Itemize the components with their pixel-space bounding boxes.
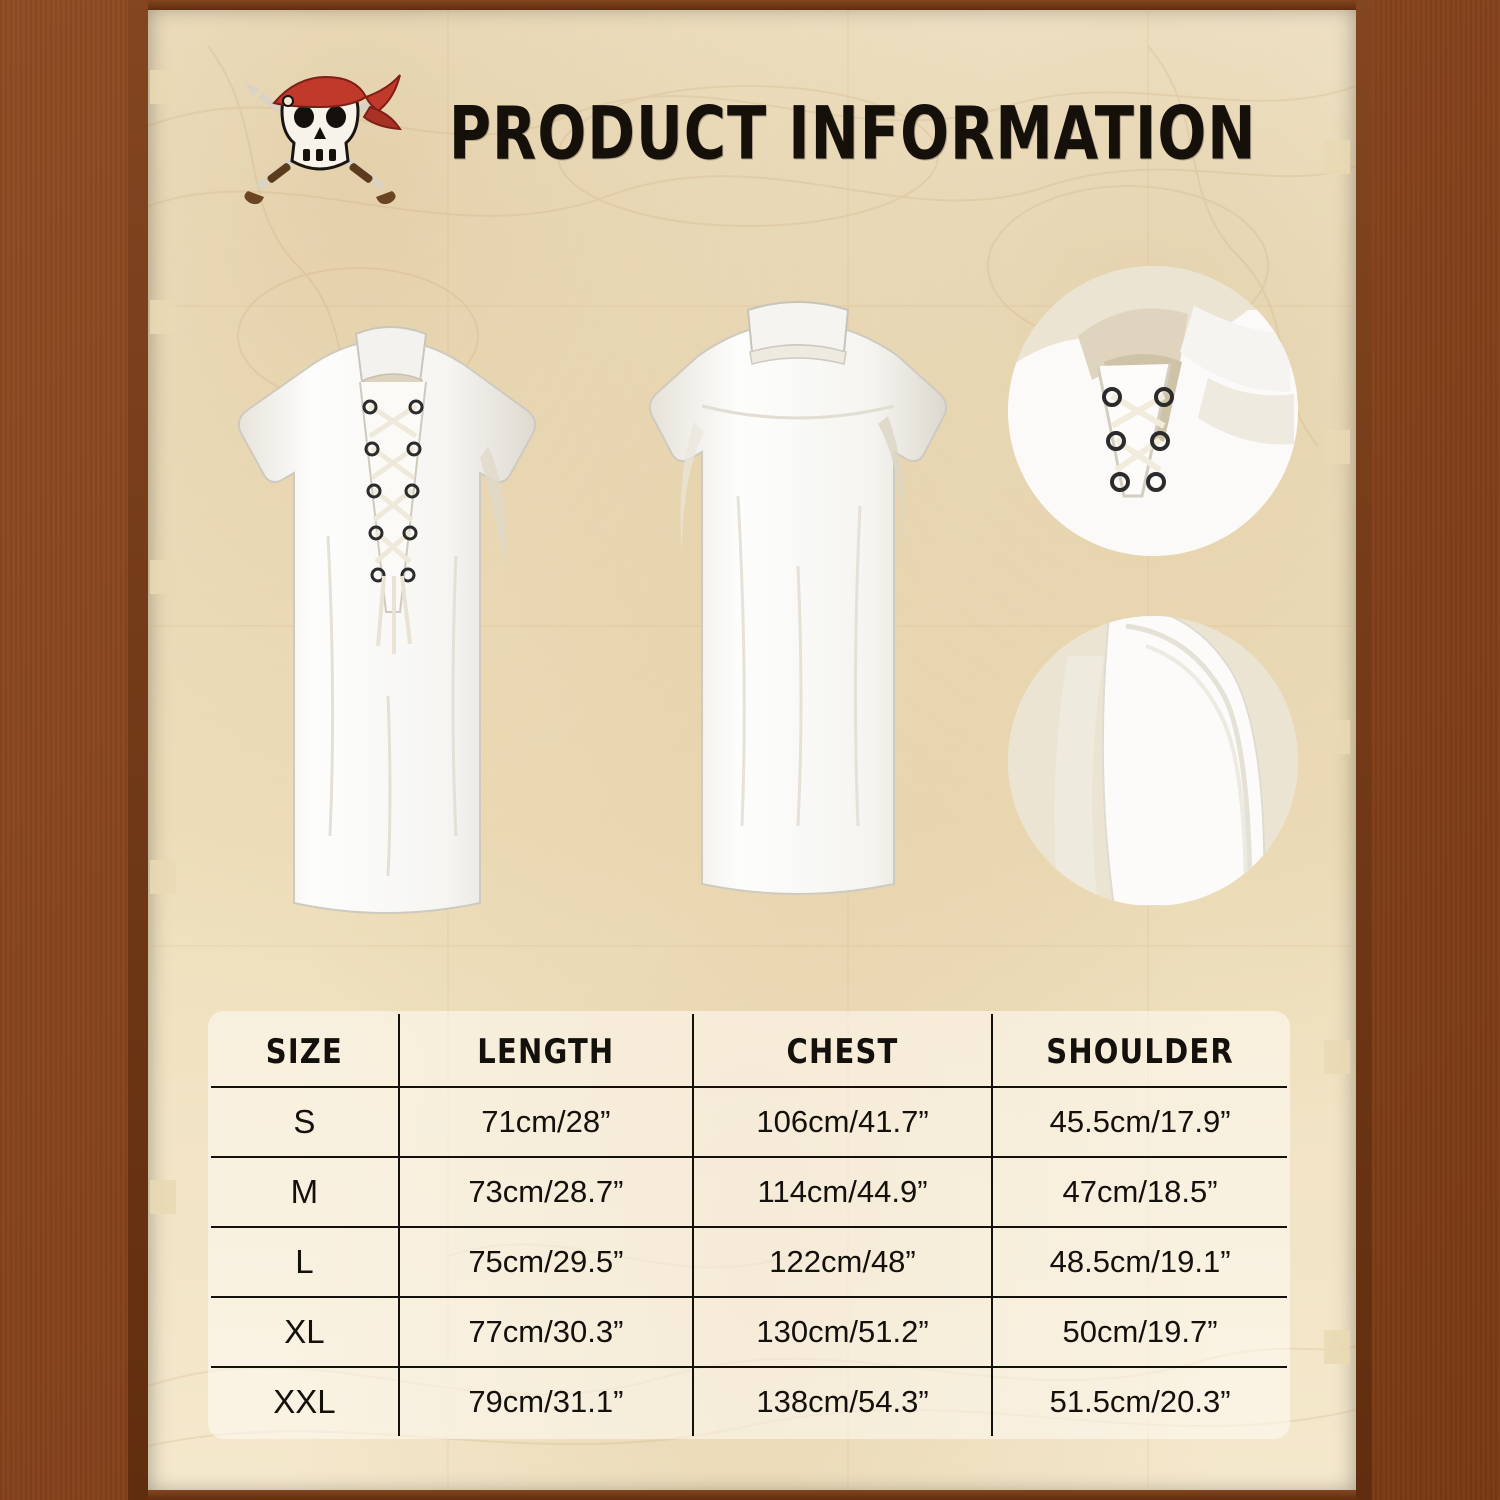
page-title: PRODUCT INFORMATION xyxy=(449,91,1257,177)
cell-size: XL xyxy=(210,1297,399,1367)
frame-notch xyxy=(1324,430,1350,464)
frame-notch xyxy=(150,1180,176,1214)
column-header-size: SIZE xyxy=(210,1011,399,1094)
cell-chest: 122cm/48” xyxy=(693,1227,992,1297)
column-header-chest: CHEST xyxy=(693,1011,992,1094)
table-row xyxy=(210,1227,1289,1297)
cell-length: 75cm/29.5” xyxy=(399,1227,693,1297)
frame-notch xyxy=(1324,720,1350,754)
cell-size: M xyxy=(210,1157,399,1227)
cell-size: S xyxy=(210,1087,399,1157)
table-row xyxy=(210,1367,1289,1438)
size-chart-header xyxy=(210,1013,1289,1088)
table-row xyxy=(210,1297,1289,1367)
cell-shoulder: 50cm/19.7” xyxy=(992,1297,1288,1367)
cell-shoulder: 45.5cm/17.9” xyxy=(992,1087,1288,1157)
cell-chest: 138cm/54.3” xyxy=(693,1367,992,1438)
detail-lace-collar-photo xyxy=(1008,266,1298,556)
cell-shoulder: 51.5cm/20.3” xyxy=(992,1367,1288,1438)
frame-edge-bottom xyxy=(148,1490,1356,1500)
cell-shoulder: 47cm/18.5” xyxy=(992,1157,1288,1227)
front-view-shirt xyxy=(188,276,608,976)
size-chart-table xyxy=(208,1011,1290,1439)
table-row xyxy=(210,1087,1289,1157)
cell-chest: 114cm/44.9” xyxy=(693,1157,992,1227)
frame-notch xyxy=(150,860,176,894)
column-header-length: LENGTH xyxy=(399,1011,693,1094)
size-chart-body xyxy=(210,1087,1289,1438)
cell-length: 73cm/28.7” xyxy=(399,1157,693,1227)
cell-size: XXL xyxy=(210,1367,399,1438)
column-header-shoulder: SHOULDER xyxy=(992,1011,1288,1094)
table-header-row xyxy=(210,1013,1289,1088)
page-header xyxy=(148,54,1356,214)
frame-notch xyxy=(1324,1040,1350,1074)
frame-notch xyxy=(1324,140,1350,174)
cell-length: 71cm/28” xyxy=(399,1087,693,1157)
table-row xyxy=(210,1157,1289,1227)
cell-chest: 130cm/51.2” xyxy=(693,1297,992,1367)
back-view-shirt xyxy=(598,266,998,966)
frame-notch xyxy=(150,70,176,104)
parchment-card xyxy=(148,6,1356,1494)
cell-length: 77cm/30.3” xyxy=(399,1297,693,1367)
pirate-skull-logo-icon xyxy=(230,59,410,209)
cell-chest: 106cm/41.7” xyxy=(693,1087,992,1157)
cell-shoulder: 48.5cm/19.1” xyxy=(992,1227,1288,1297)
frame-notch xyxy=(150,560,176,594)
cell-size: L xyxy=(210,1227,399,1297)
detail-side-hem-photo xyxy=(1008,616,1298,906)
frame-edge-top xyxy=(148,0,1356,10)
product-photos xyxy=(148,256,1356,996)
cell-length: 79cm/31.1” xyxy=(399,1367,693,1438)
frame-notch xyxy=(1324,1330,1350,1364)
frame-notch xyxy=(150,300,176,334)
